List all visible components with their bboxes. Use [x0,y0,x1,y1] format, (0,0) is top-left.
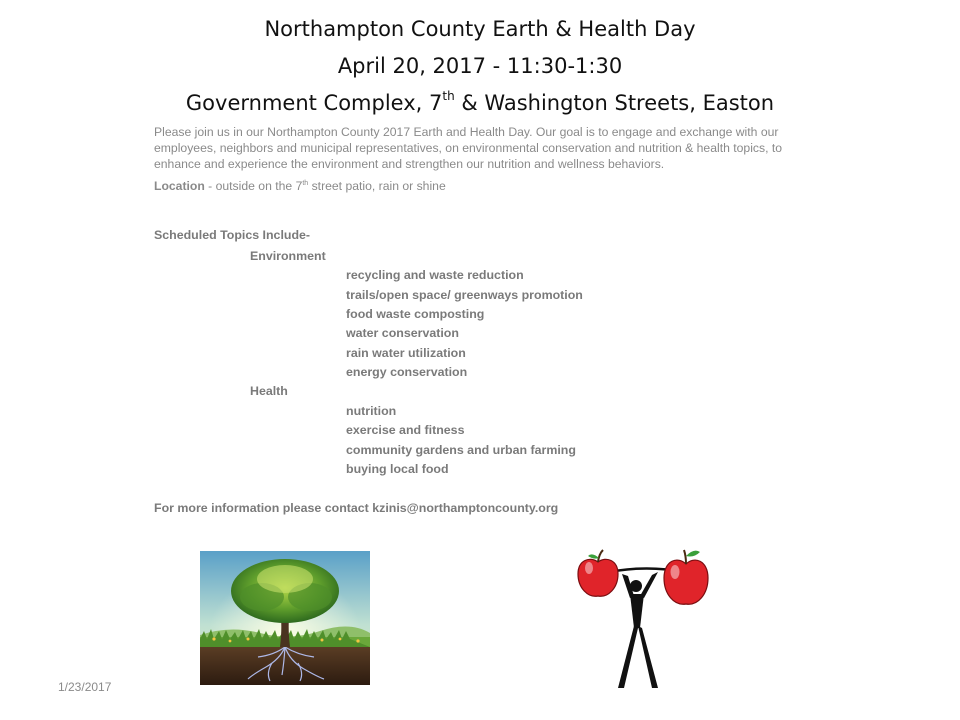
location-text: - outside on the 7 [204,179,303,194]
venue-suffix: & Washington Streets, Easton [454,91,775,115]
location-line [154,176,804,194]
lifter-figure-icon [618,572,658,688]
list-item: community gardens and urban farming [346,443,576,457]
list-item: recycling and waste reduction [346,268,524,282]
venue-superscript: th [442,89,455,103]
list-item: water conservation [346,326,459,340]
title-line-venue [80,85,880,122]
list-item: rain water utilization [346,346,466,360]
topics-heading: Scheduled Topics Include- [154,228,311,242]
list-item: buying local food [346,462,449,476]
footer-date: 1/23/2017 [58,680,112,694]
list-item: trails/open space/ greenways promotion [346,288,583,302]
title-line-date: April 20, 2017 - 11:30-1:30 [337,54,623,78]
location-superscript: th [302,180,309,187]
list-item: exercise and fitness [346,423,465,437]
left-apple-icon [578,550,618,596]
location-text-suffix: street patio, rain or shine [308,179,446,194]
intro-paragraph: Please join us in our Northampton County 2017 Earth and Health Day. Our goal is to engage and exchange with our employees, neighbors and municipal representatives, on environmental conservation and nutrition & health topics, to enhance and experience the environment and strengthen our nutrition and wellness behaviors. [154,125,783,171]
category-environment: Environment [250,249,326,263]
list-item: energy conservation [346,365,468,379]
slide-title [80,11,880,122]
category-health: Health [250,384,288,398]
list-item: nutrition [346,404,397,418]
venue-prefix: Government Complex, 7 [185,91,443,115]
title-line-event: Northampton County Earth & Health Day [264,17,696,41]
location-label: Location [154,179,205,194]
list-item: food waste composting [346,307,485,321]
right-apple-icon [664,550,708,604]
contact-line: For more information please contact kzinis@northamptoncounty.org [154,501,559,515]
body-text [154,124,804,194]
tree-image [200,551,370,685]
apple-weightlifter-image [572,546,712,694]
